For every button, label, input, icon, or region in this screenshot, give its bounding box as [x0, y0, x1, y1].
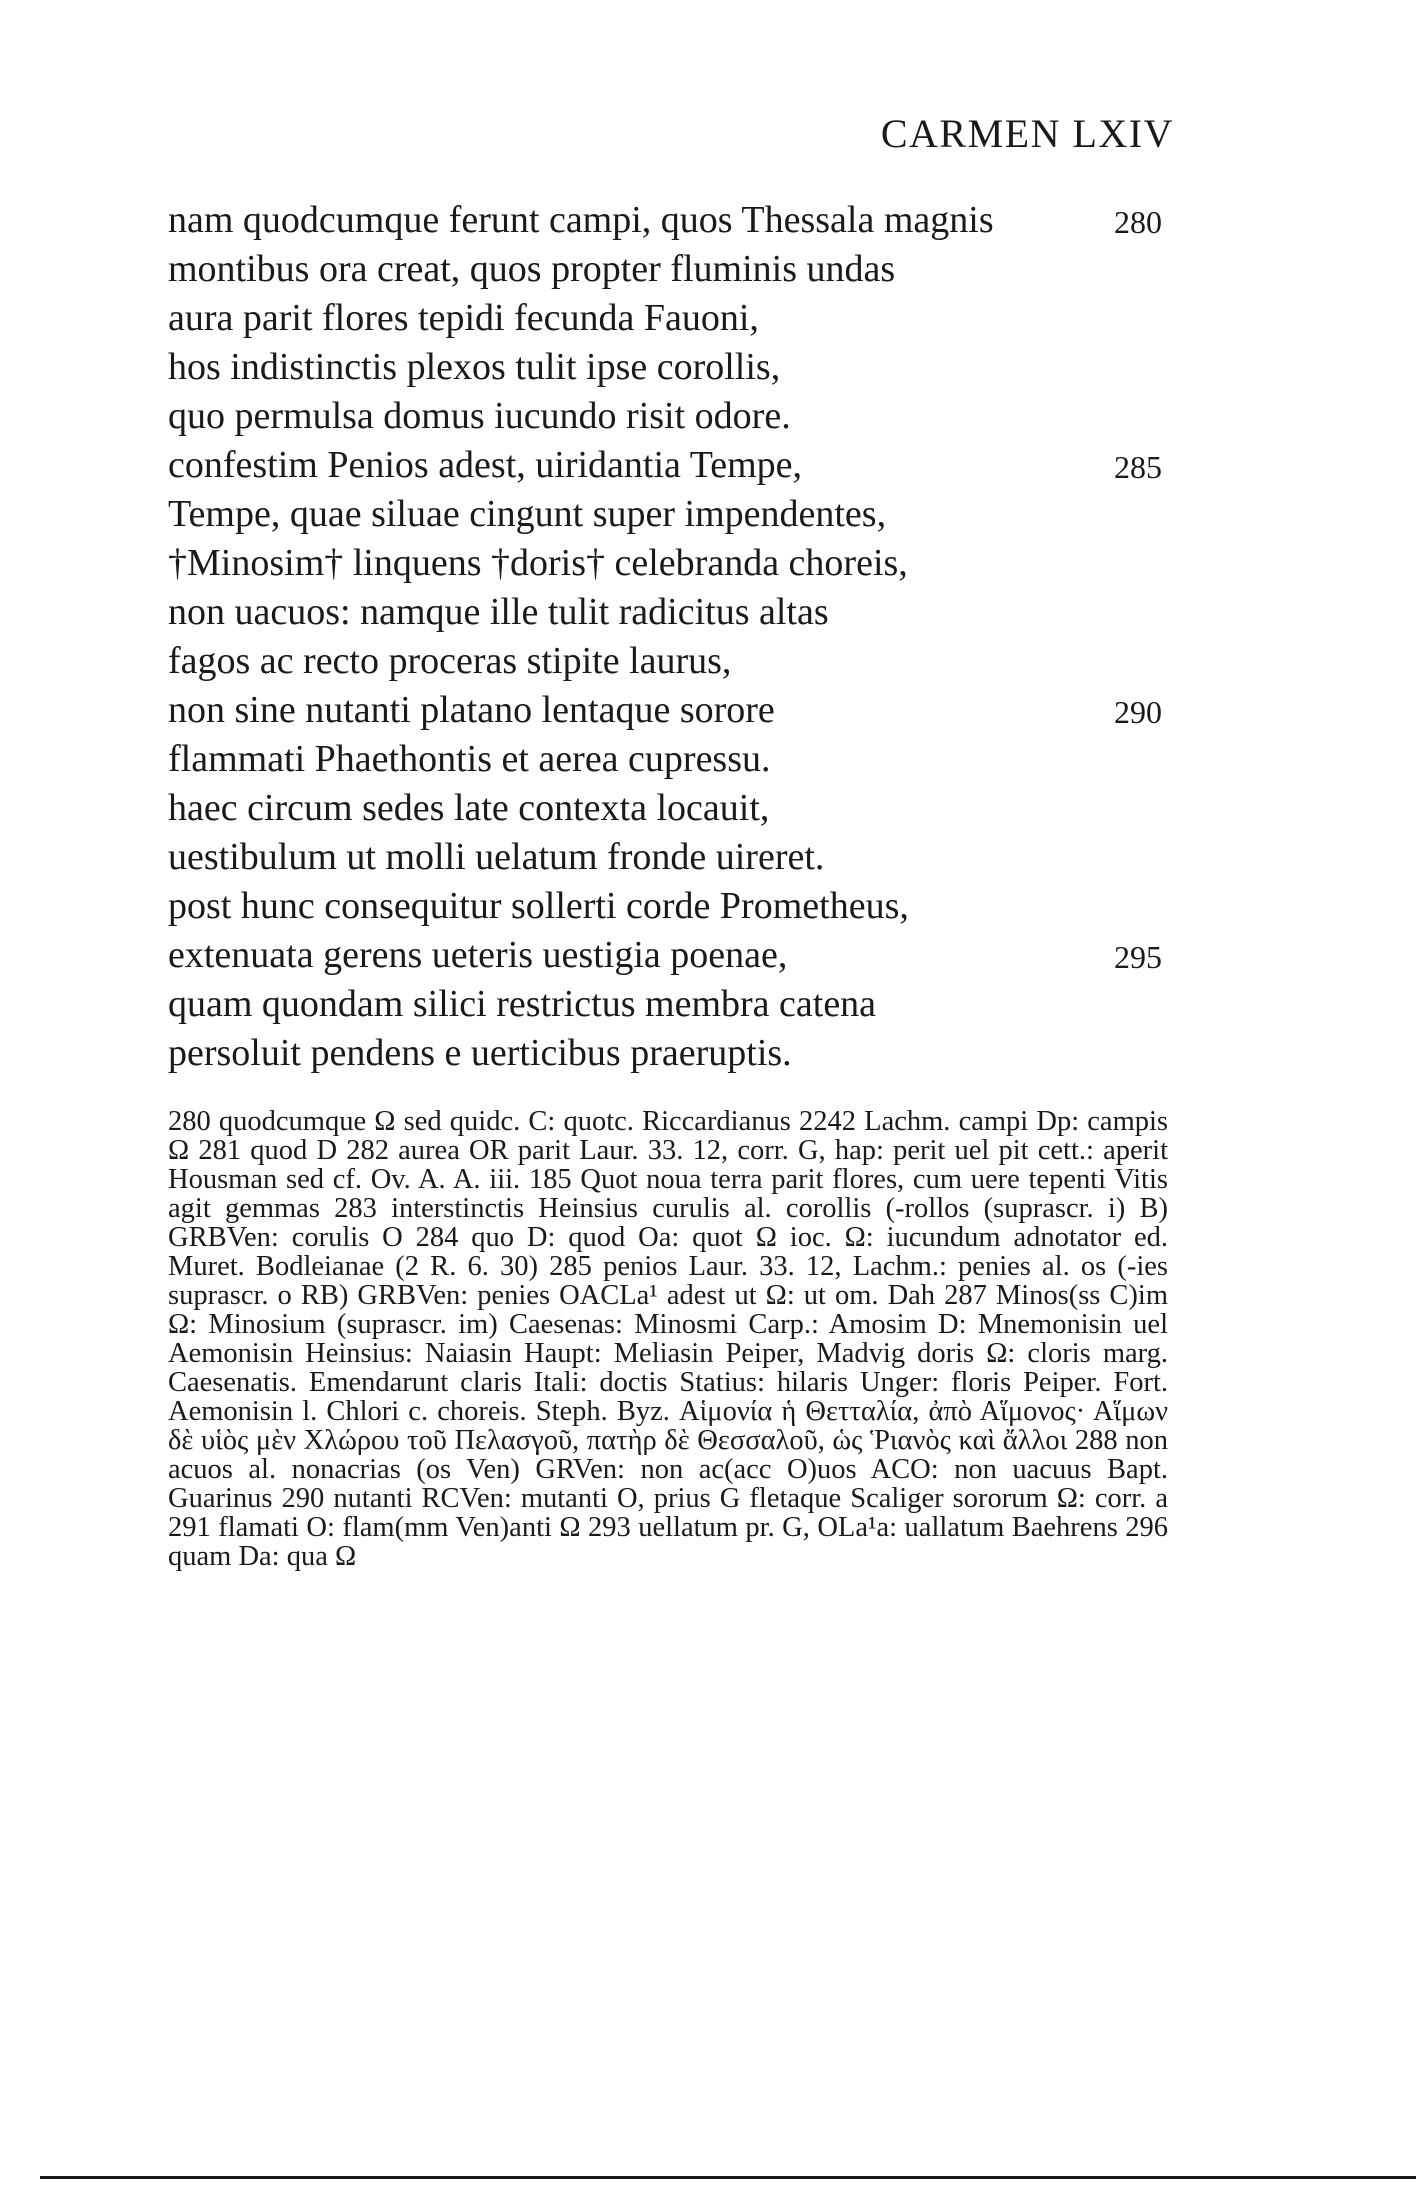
verse-line	[168, 882, 1188, 931]
verse-text: flammati Phaethontis et aerea cupressu.	[168, 738, 771, 780]
poem-text	[168, 196, 1188, 1078]
line-number: 290	[1114, 694, 1162, 730]
verse-text: quo permulsa domus iucundo risit odore.	[168, 395, 791, 437]
footer-rule	[40, 2176, 1416, 2179]
verse-line	[168, 343, 1188, 392]
verse-line	[168, 490, 1188, 539]
verse-text: confestim Penios adest, uiridantia Tempe,	[168, 444, 803, 486]
verse-line	[168, 294, 1188, 343]
critical-apparatus	[168, 1107, 1168, 1571]
verse-line	[168, 686, 1188, 735]
verse-line	[168, 784, 1188, 833]
verse-line	[168, 735, 1188, 784]
line-number: 280	[1114, 204, 1162, 240]
verse-text: extenuata gerens ueteris uestigia poenae,	[168, 934, 788, 976]
verse-line	[168, 833, 1188, 882]
verse-text: non uacuos: namque ille tulit radicitus altas	[168, 591, 829, 633]
apparatus-text: 280 quodcumque Ω sed quidc. C: quotc. Riccardianus 2242 Lachm. campi Dp: campis Ω 281 quod D 282 aurea OR parit Laur. 33. 12, corr. G, hap: perit uel pit cett.: aperit Housman sed cf. Ov. A. A. iii. 185 Quot noua terra parit flores, cum uere tepenti Vitis agit gemmas 283 interstinctis Heinsius curulis al. corollis (-rollos (suprascr. i) B) GRBVen: corulis O 284 quo D: quod Oa: quot Ω ioc. Ω: iucundum adnotator ed. Muret. Bodleianae (2 R. 6. 30) 285 penios Laur. 33. 12, Lachm.: penies al. os (-ies suprascr. o RB) GRBVen: penies OACLa¹ adest ut Ω: ut om. Dah 287 Minos(ss C)im Ω: Minosium (suprascr. im) Caesenas: Minosmi Carp.: Amosim D: Mnemonisin uel Aemonisin Heinsius: Naiasin Haupt: Meliasin Peiper, Madvig doris Ω: cloris marg. Caesenatis. Emendarunt claris Itali: doctis Statius: hilaris Unger: floris Peiper. Fort. Aemonisin l. Chlori c. choreis. Steph. Byz. Αἱμονία ἡ Θετταλία, ἀπὸ Αἵμονος· Αἵμων δὲ υἱὸς μὲν Χλώρου τοῦ Πελασγοῦ, πατὴρ δὲ Θεσσαλοῦ, ὡς Ῥιανὸς καὶ ἄλλοι 288 non acuos al. nonacrias (os Ven) GRVen: non ac(acc O)uos ACO: non uacuus Bapt. Guarinus 290 nutanti RCVen: mutanti O, prius G fletaque Scaliger sororum Ω: corr. a 291 flamati O: flam(mm Ven)anti Ω 293 uellatum pr. G, OLa¹a: uallatum Baehrens 296 quam Da: qua Ω	[168, 1106, 1168, 1572]
verse-text: hos indistinctis plexos tulit ipse corollis,	[168, 346, 781, 388]
verse-line	[168, 588, 1188, 637]
verse-text: nam quodcumque ferunt campi, quos Thessala magnis	[168, 199, 994, 241]
verse-line	[168, 931, 1188, 980]
verse-text: post hunc consequitur sollerti corde Prometheus,	[168, 885, 909, 927]
verse-text: †Minosim† linquens †doris† celebranda choreis,	[168, 542, 908, 584]
verse-text: aura parit flores tepidi fecunda Fauoni,	[168, 297, 759, 339]
line-number: 285	[1114, 449, 1162, 485]
line-number: 295	[1114, 939, 1162, 975]
verse-text: quam quondam silici restrictus membra catena	[168, 983, 877, 1025]
verse-text: persoluit pendens e uerticibus praeruptis.	[168, 1032, 792, 1074]
verse-text: non sine nutanti platano lentaque sorore	[168, 689, 775, 731]
verse-line	[168, 539, 1188, 588]
verse-text: fagos ac recto proceras stipite laurus,	[168, 640, 732, 682]
verse-line	[168, 1029, 1188, 1078]
verse-line	[168, 980, 1188, 1029]
verse-line	[168, 392, 1188, 441]
verse-text: haec circum sedes late contexta locauit,	[168, 787, 770, 829]
verse-line	[168, 441, 1188, 490]
verse-line	[168, 245, 1188, 294]
running-head: CARMEN LXIV	[880, 111, 1174, 156]
verse-text: uestibulum ut molli uelatum fronde uireret.	[168, 836, 825, 878]
verse-line	[168, 196, 1188, 245]
verse-text: montibus ora creat, quos propter fluminis undas	[168, 248, 896, 290]
verse-text: Tempe, quae siluae cingunt super impendentes,	[168, 493, 887, 535]
verse-line	[168, 637, 1188, 686]
